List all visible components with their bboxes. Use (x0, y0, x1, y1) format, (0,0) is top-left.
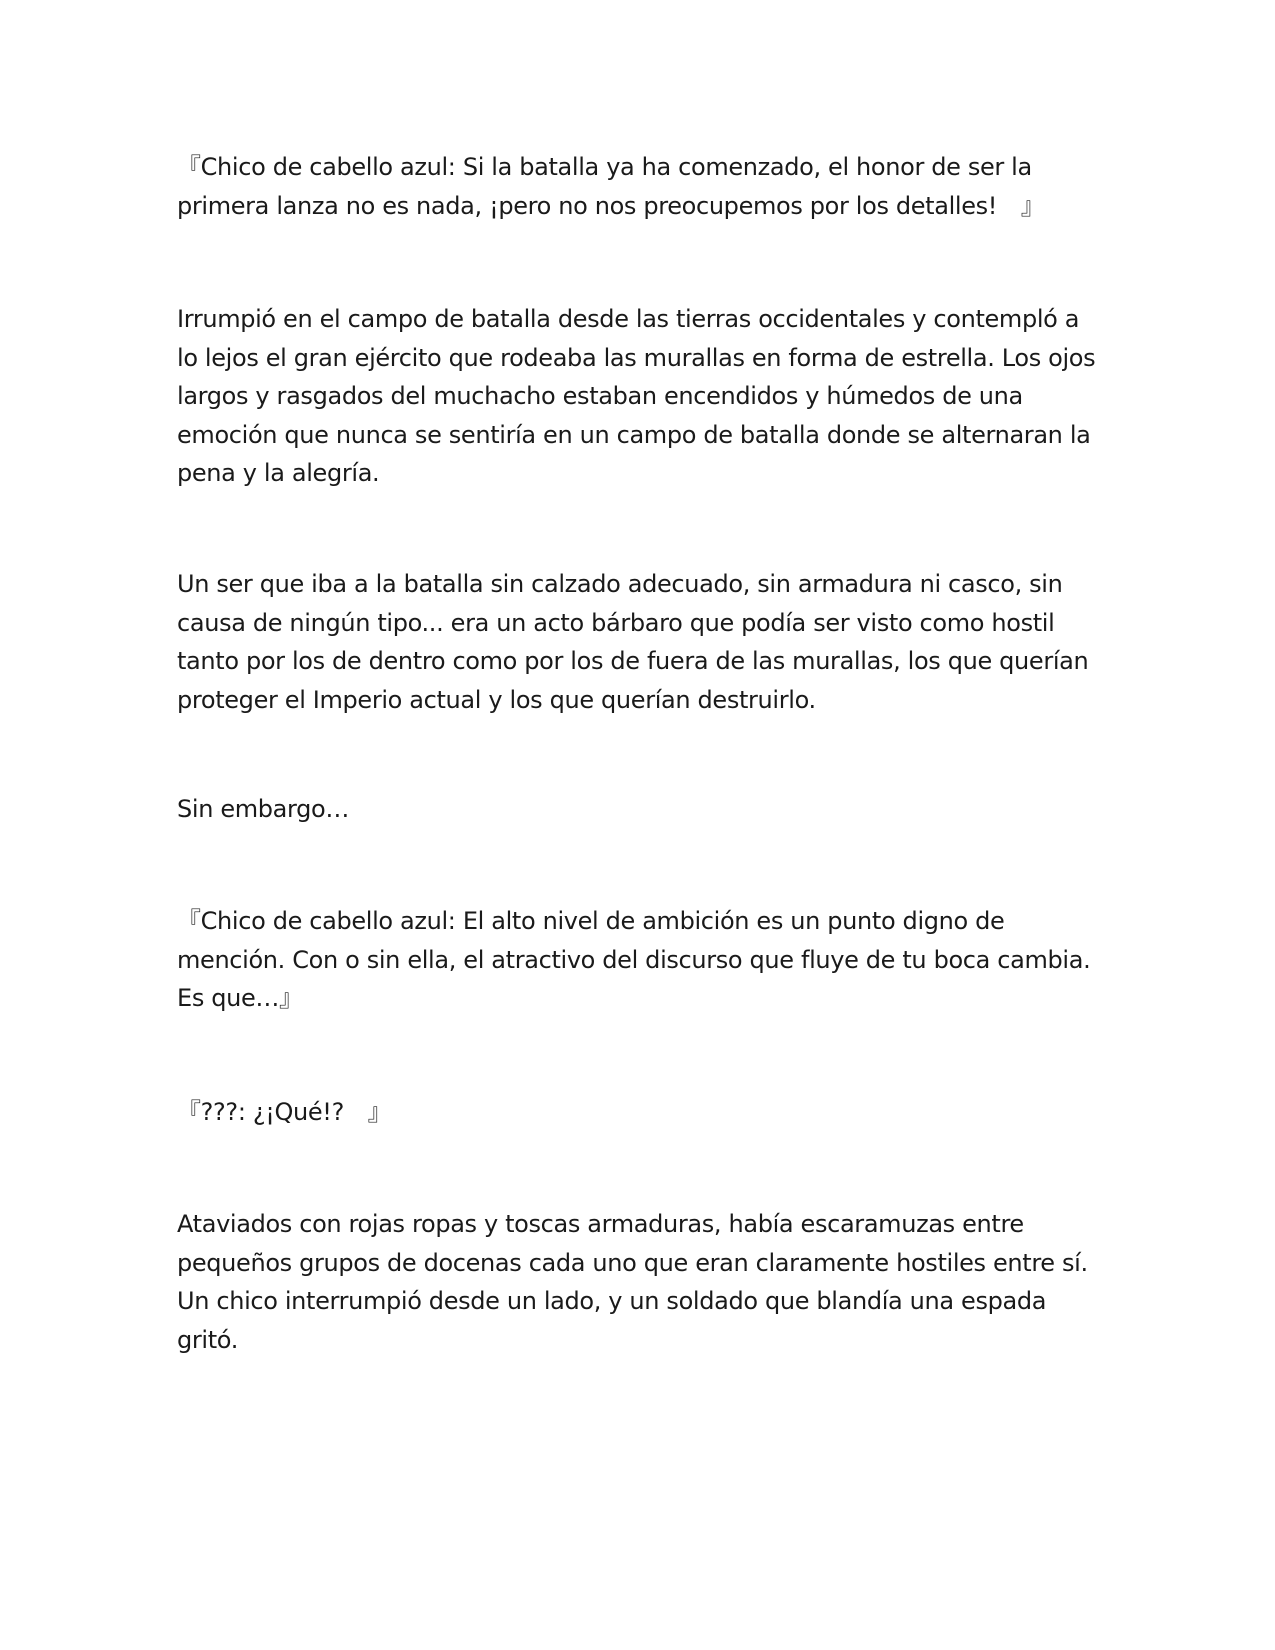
narration-paragraph: Sin embargo… (177, 795, 349, 823)
narration-paragraph: Ataviados con rojas ropas y toscas armaduras, había escaramuzas entre pequeños grupos de docenas cada uno que eran claramente hostiles entre sí. Un chico interrumpió desde un lado, y un soldado que blandía una espada gritó. (177, 1210, 1088, 1354)
dialogue-paragraph: 『Chico de cabello azul: El alto nivel de ambición es un punto digno de mención. Con o sin ella, el atractivo del discurso que fluye de tu boca cambia. Es que…』 (177, 907, 1091, 1012)
narration-paragraph: Irrumpió en el campo de batalla desde las tierras occidentales y contempló a lo lejos el gran ejército que rodeaba las murallas en forma de estrella. Los ojos largos y rasgados del muchacho estaban encendidos y húmedos de una emoción que nunca se sentiría en un campo de batalla donde se alternaran la pena y la alegría. (177, 305, 1096, 487)
dialogue-paragraph: 『???: ¿¡Qué!? 』 (177, 1098, 392, 1126)
narration-paragraph: Un ser que iba a la batalla sin calzado adecuado, sin armadura ni casco, sin causa de ningún tipo... era un acto bárbaro que podía ser visto como hostil tanto por los de dentro como por los de fuera de las murallas, los que querían proteger el Imperio actual y los que querían destruirlo. (177, 570, 1089, 714)
dialogue-paragraph: 『Chico de cabello azul: Si la batalla ya ha comenzado, el honor de ser la primera lanza no es nada, ¡pero no nos preocupemos por los detalles! 』 (177, 153, 1045, 220)
